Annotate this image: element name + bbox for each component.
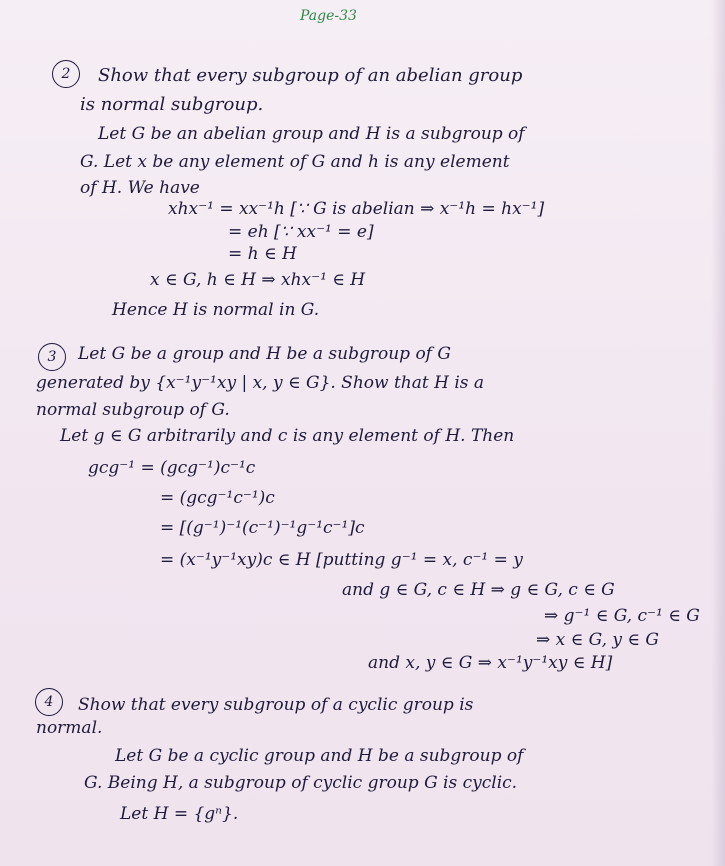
q3-justification-line4: and x, y ∈ G ⇒ x⁻¹y⁻¹xy ∈ H]	[368, 653, 613, 673]
question-number-3: 3	[38, 343, 66, 371]
q4-statement-line2: normal.	[36, 718, 103, 738]
q4-proof-line2: G. Being H, a subgroup of cyclic group G is cyclic.	[84, 773, 518, 793]
q3-equation-line3: = [(g⁻¹)⁻¹(c⁻¹)⁻¹g⁻¹c⁻¹]c	[160, 518, 365, 538]
q2-conclusion: Hence H is normal in G.	[112, 300, 320, 320]
q3-statement-line1: Let G be a group and H be a subgroup of G	[78, 344, 451, 364]
q3-justification-line2: ⇒ g⁻¹ ∈ G, c⁻¹ ∈ G	[544, 606, 700, 626]
q3-justification-line3: ⇒ x ∈ G, y ∈ G	[536, 630, 659, 650]
q2-implication: x ∈ G, h ∈ H ⇒ xhx⁻¹ ∈ H	[150, 270, 366, 290]
question-number-4: 4	[35, 688, 63, 716]
page-edge-shadow	[711, 0, 725, 866]
q3-equation-line2: = (gcg⁻¹c⁻¹)c	[160, 488, 275, 508]
q3-proof-line1: Let g ∈ G arbitrarily and c is any element of H. Then	[60, 426, 515, 446]
page-header: Page-33	[300, 8, 357, 24]
q3-statement-line2: generated by {x⁻¹y⁻¹xy | x, y ∈ G}. Show that H is a	[36, 373, 485, 393]
q3-equation-line1: gcg⁻¹ = (gcg⁻¹)c⁻¹c	[88, 458, 256, 478]
q2-equation-line3: = h ∈ H	[228, 244, 297, 264]
q4-proof-line3: Let H = {gⁿ}.	[120, 804, 239, 824]
q2-equation-line1: xhx⁻¹ = xx⁻¹h [∵ G is abelian ⇒ x⁻¹h = hx⁻¹]	[168, 199, 545, 219]
q2-equation-line2: = eh [∵ xx⁻¹ = e]	[228, 222, 374, 242]
q3-statement-line3: normal subgroup of G.	[36, 400, 230, 420]
q4-statement-line1: Show that every subgroup of a cyclic group is	[78, 695, 474, 715]
q3-justification-line1: and g ∈ G, c ∈ H ⇒ g ∈ G, c ∈ G	[342, 580, 615, 600]
question-number-2: 2	[52, 60, 80, 88]
q4-proof-line1: Let G be a cyclic group and H be a subgroup of	[115, 746, 524, 766]
q2-proof-line1: Let G be an abelian group and H is a subgroup of	[98, 124, 525, 144]
q2-proof-line2: G. Let x be any element of G and h is any element	[80, 152, 510, 172]
q2-proof-line3: of H. We have	[80, 178, 200, 198]
q2-statement-line1: Show that every subgroup of an abelian group	[98, 65, 523, 86]
q3-equation-line4: = (x⁻¹y⁻¹xy)c ∈ H [putting g⁻¹ = x, c⁻¹ = y	[160, 550, 523, 570]
q2-statement-line2: is normal subgroup.	[80, 94, 264, 115]
